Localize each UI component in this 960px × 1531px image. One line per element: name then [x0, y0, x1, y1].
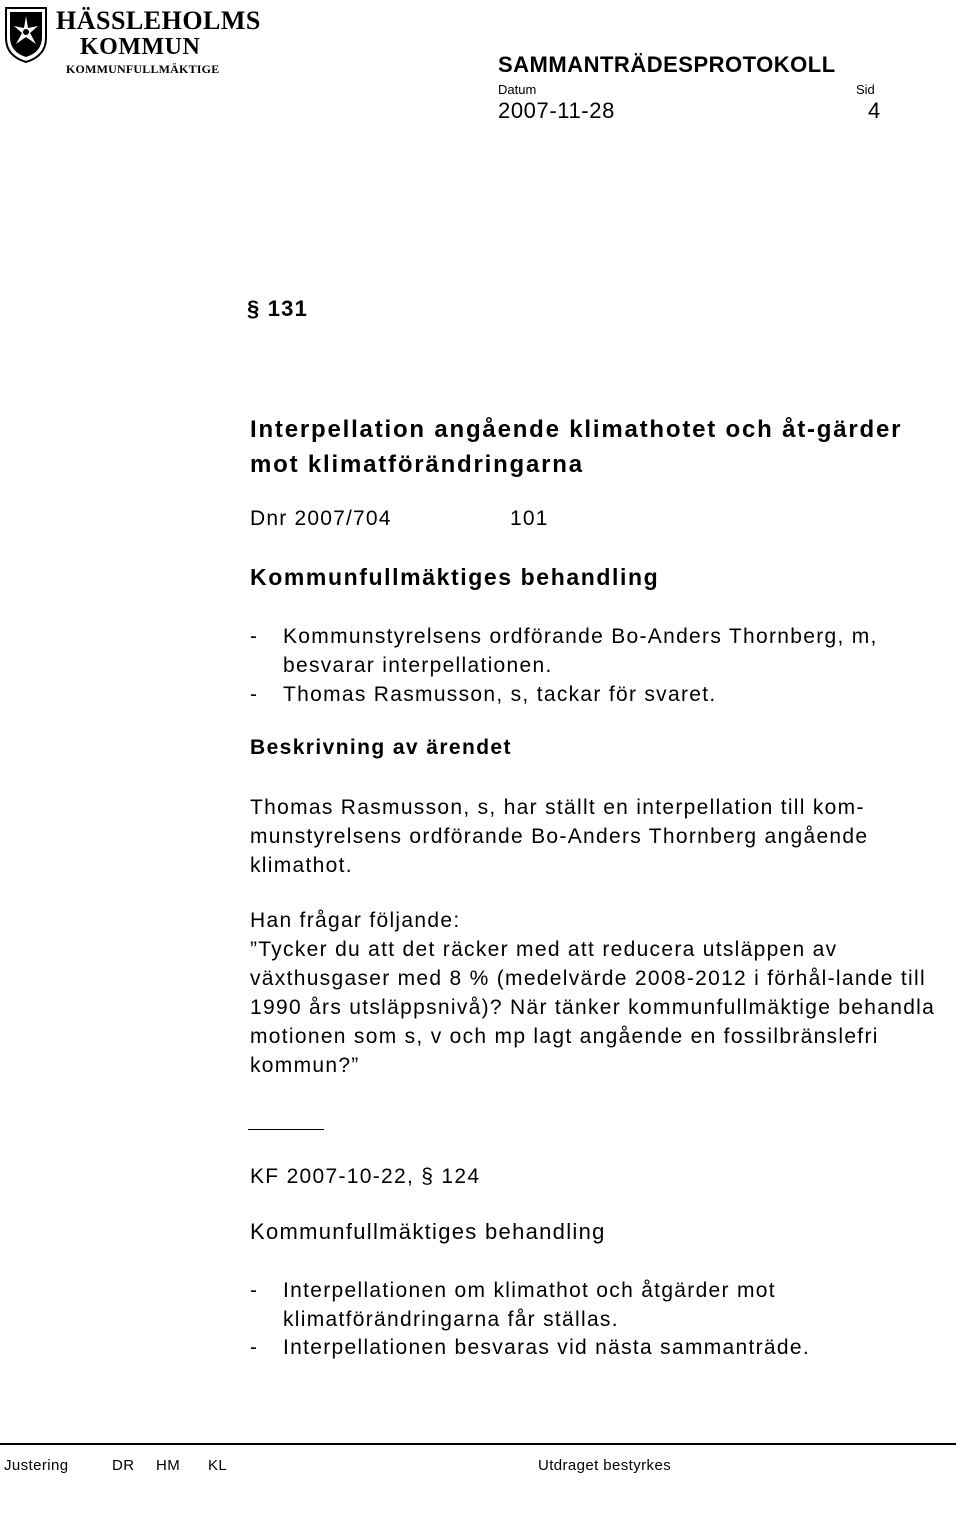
hassleholm-crest-icon: [4, 4, 48, 64]
beskrivning-text: Thomas Rasmusson, s, har ställt en interpellation till kom-munstyrelsens ordförande Bo-Anders Thornberg angående klimathot.: [250, 796, 869, 877]
beskrivning-heading: Beskrivning av ärendet: [250, 736, 512, 759]
page-number: 4: [868, 98, 881, 123]
behandling-heading: Kommunfullmäktiges behandling: [250, 564, 660, 590]
kf-behandling-heading: Kommunfullmäktiges behandling: [250, 1219, 606, 1244]
question-quote: ”Tycker du att det räcker med att reducera utsläppen av växthusgaser med 8 % (medelvärde 2008-2012 i förhål-lande till 1990 års utsläppsnivå)? När tänker kommunfullmäktige behandla motionen som s, v och mp lagt angående en fossilbränslefri kommun?”: [250, 938, 936, 1077]
kf-reference: KF 2007-10-22, § 124: [250, 1165, 481, 1188]
utdraget-bestyrkes-label: Utdraget bestyrkes: [538, 1457, 672, 1474]
initials-dr: DR: [112, 1457, 135, 1474]
question-intro: Han frågar följande:: [250, 909, 461, 932]
datum-label: Datum: [498, 82, 537, 97]
section-title: Interpellation angående klimathotet och åt-gärder mot klimatförändringarna: [250, 416, 903, 478]
list-item-text: Interpellationen om klimathot och åtgärder mot klimatförändringarna får ställas.: [283, 1279, 776, 1331]
logo-text-line3: KOMMUNFULLMÄKTIGE: [66, 62, 220, 76]
logo-text-line1: HÄSSLEHOLMS: [56, 6, 261, 35]
list-dash: -: [250, 1336, 259, 1359]
list-item-text: Interpellationen besvaras vid nästa sammanträde.: [283, 1336, 810, 1359]
separator-line: [248, 1129, 324, 1130]
diary-number: Dnr 2007/704: [250, 507, 392, 530]
justering-label: Justering: [4, 1457, 69, 1474]
diary-code: 101: [510, 507, 549, 530]
logo-text-line2: KOMMUN: [80, 34, 201, 60]
list-dash: -: [250, 683, 259, 706]
paragraph-number: § 131: [247, 296, 309, 321]
list-dash: -: [250, 625, 259, 648]
list-item-text: Thomas Rasmusson, s, tackar för svaret.: [283, 683, 717, 706]
initials-hm: HM: [156, 1457, 181, 1474]
datum-value: 2007-11-28: [498, 98, 615, 123]
document-type: SAMMANTRÄDESPROTOKOLL: [498, 52, 836, 77]
sid-label: Sid: [856, 82, 875, 97]
footer-rule: [0, 1443, 956, 1445]
list-dash: -: [250, 1279, 259, 1302]
list-item-text: Kommunstyrelsens ordförande Bo-Anders Thornberg, m, besvarar interpellationen.: [283, 625, 878, 677]
initials-kl: KL: [208, 1457, 228, 1474]
